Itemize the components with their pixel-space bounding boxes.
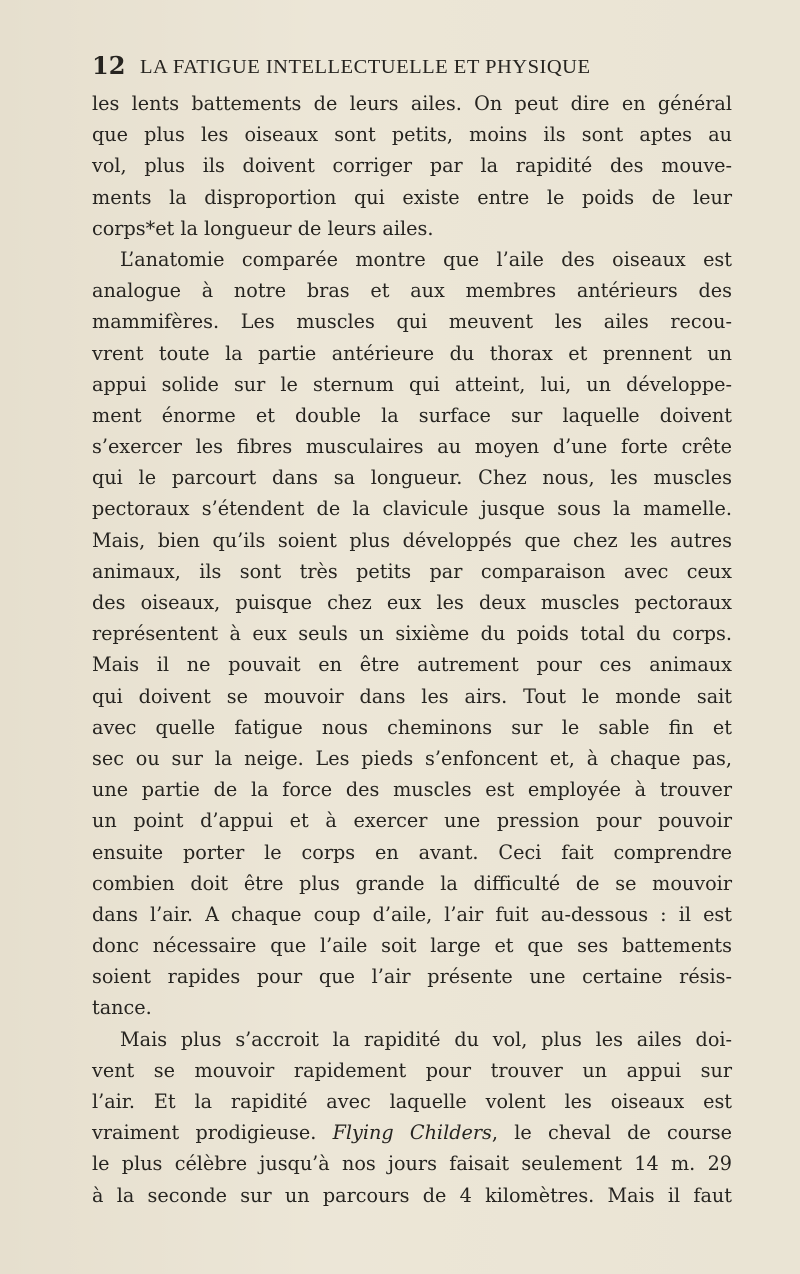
text-segment: , le cheval de course	[491, 1121, 733, 1145]
text-line: les lents battements de leurs ailes. On peut dire en général	[92, 92, 732, 115]
text-line: combien doit être plus grande la difficulté de se mouvoir	[92, 871, 732, 895]
text-line: une partie de la force des muscles est employée à trouver	[92, 778, 732, 802]
text-line: un point d’appui et à exercer une pression pour pouvoir	[92, 809, 732, 833]
italic-title: Flying Childers	[332, 1121, 492, 1145]
text-line: qui le parcourt dans sa longueur. Chez nous, les muscles	[92, 466, 732, 490]
text-line: avec quelle fatigue nous cheminons sur le sable fin et	[92, 715, 732, 739]
text-line: Mais, bien qu’ils soient plus développés que chez les autres	[92, 528, 732, 552]
text-line: vrent toute la partie antérieure du thorax et prennent un	[92, 341, 732, 365]
text-line: vol, plus ils doivent corriger par la rapidité des mouve-	[92, 154, 732, 178]
text-segment: vraiment prodigieuse.	[92, 1121, 317, 1145]
text-line: animaux, ils sont très petits par comparaison avec ceux	[92, 559, 732, 583]
text-line: que plus les oiseaux sont petits, moins ils sont aptes au	[92, 123, 732, 147]
text-line: à la seconde sur un parcours de 4 kilomètres. Mais il faut	[92, 1183, 732, 1207]
text-line: dans l’air. A chaque coup d’aile, l’air fuit au-dessous : il est	[92, 902, 732, 926]
text-line: corps*et la longueur de leurs ailes.	[92, 216, 434, 240]
text-line: Mais il ne pouvait en être autrement pour ces animaux	[92, 653, 732, 677]
text-line: ments la disproportion qui existe entre le poids de leur	[92, 185, 732, 209]
text-line: sec ou sur la neige. Les pieds s’enfoncent et, à chaque pas,	[92, 746, 732, 770]
text-line: qui doivent se mouvoir dans les airs. Tout le monde sait	[92, 684, 732, 708]
text-line: l’air. Et la rapidité avec laquelle volent les oiseaux est	[92, 1090, 732, 1113]
text-line: tance.	[92, 996, 152, 1020]
text-line: soient rapides pour que l’air présente une certaine résis-	[92, 965, 732, 989]
text-line: donc nécessaire que l’aile soit large et que ses battements	[92, 934, 732, 958]
body-text	[92, 88, 732, 1211]
text-line: pectoraux s’étendent de la clavicule jusque sous la mamelle.	[92, 497, 732, 521]
text-line: le plus célèbre jusqu’à nos jours faisait seulement 14 m. 29	[92, 1152, 732, 1176]
page-number: 12	[92, 51, 126, 80]
text-line: ment énorme et double la surface sur laquelle doivent	[92, 403, 732, 427]
text-line: s’exercer les fibres musculaires au moyen d’une forte crête	[92, 435, 732, 459]
text-line: appui solide sur le sternum qui atteint, lui, un développe-	[92, 372, 732, 396]
running-header	[92, 50, 732, 82]
text-line: vent se mouvoir rapidement pour trouver un appui sur	[92, 1058, 732, 1082]
text-line: Mais plus s’accroit la rapidité du vol, plus les ailes doi-	[120, 1027, 732, 1051]
text-line-mixed	[92, 1117, 732, 1148]
text-line: analogue à notre bras et aux membres antérieurs des	[92, 279, 732, 303]
text-line: des oiseaux, puisque chez eux les deux muscles pectoraux	[92, 591, 732, 614]
text-line: ensuite porter le corps en avant. Ceci fait comprendre	[92, 840, 732, 864]
chapter-title: LA FATIGUE INTELLECTUELLE ET PHYSIQUE	[140, 56, 591, 78]
text-line: représentent à eux seuls un sixième du poids total du corps.	[92, 622, 732, 646]
text-line: L’anatomie comparée montre que l’aile des oiseaux est	[120, 247, 732, 271]
text-line: mammifères. Les muscles qui meuvent les ailes recou-	[92, 310, 732, 334]
